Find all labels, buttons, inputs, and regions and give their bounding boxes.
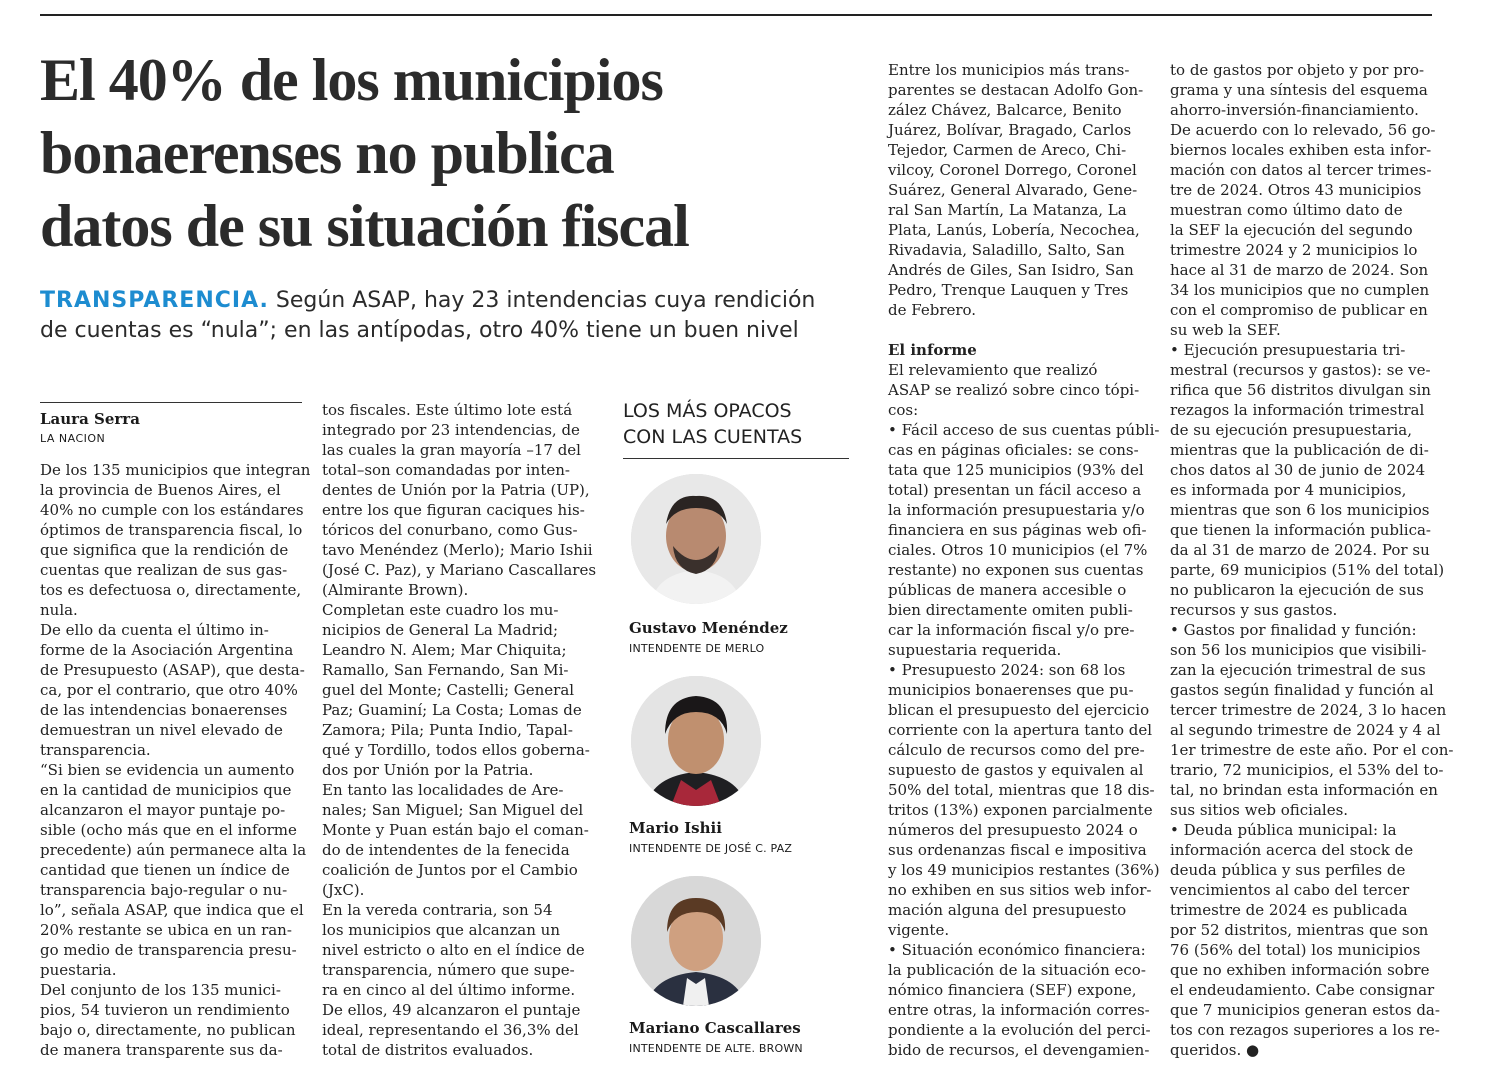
text-line: muestran como último dato de (1170, 201, 1403, 219)
deck-line (40, 286, 870, 316)
portrait-mario-ishii (631, 676, 761, 806)
text-line: ahorro-inversión-financiamiento. (1170, 101, 1419, 119)
text-line: to de gastos por objeto y por pro- (1170, 61, 1425, 79)
text-line: grama y una síntesis del esquema (1170, 81, 1428, 99)
text-line: cálculo de recursos como del pre- (888, 741, 1145, 759)
text-line: por 52 distritos, mientras que son (1170, 921, 1429, 939)
text-line: zan la ejecución trimestral de sus (1170, 661, 1426, 679)
text-line: ra en cinco al del último informe. (322, 981, 576, 999)
text-line: 34 los municipios que no cumplen (1170, 281, 1430, 299)
text-line: trimestre de 2024 es publicada (1170, 901, 1408, 919)
text-line: dentes de Unión por la Patria (UP), (322, 481, 590, 499)
text-line: su web la SEF. (1170, 321, 1281, 339)
text-line: óptimos de transparencia fiscal, lo (40, 521, 303, 539)
text-line: tre de 2024. Otros 43 municipios (1170, 181, 1422, 199)
text-line: sible (ocho más que en el informe (40, 821, 297, 839)
text-line: zález Chávez, Balcarce, Benito (888, 101, 1122, 119)
text-line: 76 (56% del total) los municipios (1170, 941, 1421, 959)
text-line: al segundo trimestre de 2024 y 4 al (1170, 721, 1441, 739)
text-line: entre los que figuran caciques his- (322, 501, 585, 519)
text-line: nivel estricto o alto en el índice de (322, 941, 585, 959)
column-5 (1170, 60, 1454, 1060)
person-role: INTENDENTE DE ALTE. BROWN (629, 1042, 803, 1055)
text-line: total) presentan un fácil acceso a (888, 481, 1142, 499)
text-line: la información presupuestaria y/o (888, 501, 1145, 519)
text-line: Monte y Puan están bajo el coman- (322, 821, 589, 839)
text-line: mación alguna del presupuesto (888, 901, 1127, 919)
text-line: Paz; Guaminí; La Costa; Lomas de (322, 701, 582, 719)
text-line: bido de recursos, el devengamien- (888, 1041, 1150, 1059)
byline-rule (40, 402, 302, 403)
text-line: tóricos del conurbano, como Gus- (322, 521, 578, 539)
top-rule (40, 14, 1432, 16)
text-line: no exhiben en sus sitios web infor- (888, 881, 1152, 899)
text-line: rezagos la información trimestral (1170, 401, 1425, 419)
text-line: En tanto las localidades de Are- (322, 781, 564, 799)
text-line: 1er trimestre de este año. Por el con- (1170, 741, 1454, 759)
column-1 (40, 460, 311, 1060)
sidebar-title-line: CON LAS CUENTAS (623, 426, 803, 448)
text-line: dos por Unión por la Patria. (322, 761, 534, 779)
text-line: 20% restante se ubica en un ran- (40, 921, 292, 939)
text-line: mestral (recursos y gastos): se ve- (1170, 361, 1431, 379)
text-line: nales; San Miguel; San Miguel del (322, 801, 584, 819)
text-line: bien directamente omiten publi- (888, 601, 1133, 619)
text-line: Plata, Lanús, Lobería, Necochea, (888, 221, 1140, 239)
person-name: Mario Ishii (629, 819, 722, 837)
text-line: En la vereda contraria, son 54 (322, 901, 553, 919)
sidebar-rule (623, 458, 849, 459)
text-line: los municipios que alcanzan un (322, 921, 560, 939)
text-line: las cuales la gran mayoría –17 del (322, 441, 581, 459)
text-line: vencimientos al cabo del tercer (1170, 881, 1410, 899)
text-line: gastos según finalidad y función al (1170, 681, 1434, 699)
text-line: nómico financiera (SEF) expone, (888, 981, 1137, 999)
text-line: tata que 125 municipios (93% del (888, 461, 1144, 479)
portrait-gustavo-menendez (631, 474, 761, 604)
text-line: sus ordenanzas fiscal e impositiva (888, 841, 1147, 859)
deck-line: de cuentas es “nula”; en las antípodas, otro 40% tiene un buen nivel (40, 318, 799, 343)
headline-line: bonaerenses no publica (40, 120, 614, 186)
text-line: blican el presupuesto del ejercicio (888, 701, 1150, 719)
text-line: parte, 69 municipios (51% del total) (1170, 561, 1445, 579)
text-line: cantidad que tienen un índice de (40, 861, 290, 879)
text-line: el endeudamiento. Cabe consignar (1170, 981, 1435, 999)
kicker: TRANSPARENCIA. (40, 288, 269, 313)
text-line: transparencia, número que supe- (322, 961, 575, 979)
text-line: cas en páginas oficiales: se cons- (888, 441, 1139, 459)
text-line: en la cantidad de municipios que (40, 781, 292, 799)
person-name: Gustavo Menéndez (629, 619, 788, 637)
text-line: con el compromiso de publicar en (1170, 301, 1428, 319)
text-line: tos con rezagos superiores a los re- (1170, 1021, 1440, 1039)
text-line: Ramallo, San Fernando, San Mi- (322, 661, 569, 679)
text-line: • Ejecución presupuestaria tri- (1170, 341, 1406, 359)
text-line: go medio de transparencia presu- (40, 941, 297, 959)
text-line: de su ejecución presupuestaria, (1170, 421, 1412, 439)
text-line: ca, por el contrario, que otro 40% (40, 681, 298, 699)
text-line: cos: (888, 401, 919, 419)
text-line: do de intendentes de la fenecida (322, 841, 570, 859)
text-line: • Situación económico financiera: (888, 941, 1146, 959)
person-role: INTENDENTE DE MERLO (629, 642, 765, 655)
text-line: total–son comandadas por inten- (322, 461, 570, 479)
text-line: que 7 municipios generan estos da- (1170, 1001, 1440, 1019)
text-line: ideal, representando el 36,3% del (322, 1021, 579, 1039)
text-line: demuestran un nivel elevado de (40, 721, 283, 739)
column-4 (888, 60, 1160, 1060)
deck (40, 286, 870, 346)
text-line: 50% del total, mientras que 18 dis- (888, 781, 1155, 799)
text-line: Rivadavia, Saladillo, Salto, San (888, 241, 1125, 259)
text-line: Completan este cuadro los mu- (322, 601, 559, 619)
text-line: tercer trimestre de 2024, 3 lo hacen (1170, 701, 1447, 719)
outlet-name: LA NACION (40, 432, 106, 445)
column-2 (322, 400, 597, 1060)
headline-line: El 40% de los municipios (40, 47, 663, 113)
headline (40, 44, 870, 263)
deck-text: Según ASAP, hay 23 intendencias cuya rendición (268, 288, 816, 313)
text-line: ASAP se realizó sobre cinco tópi- (888, 381, 1140, 399)
text-line: El relevamiento que realizó (888, 361, 1098, 379)
text-line: rifica que 56 distritos divulgan sin (1170, 381, 1431, 399)
text-line: 40% no cumple con los estándares (40, 501, 304, 519)
author-name: Laura Serra (40, 410, 140, 428)
text-line: tal, no brindan esta información en (1170, 781, 1438, 799)
text-line: entre otras, la información corres- (888, 1001, 1150, 1019)
text-line: • Fácil acceso de sus cuentas públi- (888, 421, 1160, 439)
text-line: la provincia de Buenos Aires, el (40, 481, 281, 499)
text-line: queridos. ● (1170, 1041, 1260, 1059)
text-line: da al 31 de marzo de 2024. Por su (1170, 541, 1430, 559)
text-line: • Gastos por finalidad y función: (1170, 621, 1417, 639)
text-line: tos es defectuosa o, directamente, (40, 581, 302, 599)
text-line: públicas de manera accesible o (888, 581, 1127, 599)
text-line: información acerca del stock de (1170, 841, 1414, 859)
text-line: (Almirante Brown). (322, 581, 469, 599)
text-line: alcanzaron el mayor puntaje po- (40, 801, 286, 819)
text-line: lo”, señala ASAP, que indica que el (40, 901, 304, 919)
text-line: corriente con la apertura tanto del (888, 721, 1153, 739)
text-line: tavo Menéndez (Merlo); Mario Ishii (322, 541, 593, 559)
text-line: De ellos, 49 alcanzaron el puntaje (322, 1001, 581, 1019)
text-line: ciales. Otros 10 municipios (el 7% (888, 541, 1148, 559)
text-line: restante) no exponen sus cuentas (888, 561, 1144, 579)
text-line: supuestaria requerida. (888, 641, 1062, 659)
text-line: pondiente a la evolución del perci- (888, 1021, 1151, 1039)
text-line: ral San Martín, La Matanza, La (888, 201, 1127, 219)
text-line: hace al 31 de marzo de 2024. Son (1170, 261, 1429, 279)
text-line: De ello da cuenta el último in- (40, 621, 269, 639)
text-line: El informe (888, 341, 977, 359)
text-line: Suárez, General Alvarado, Gene- (888, 181, 1138, 199)
text-line: Del conjunto de los 135 munici- (40, 981, 281, 999)
text-line: • Deuda pública municipal: la (1170, 821, 1397, 839)
text-line: Entre los municipios más trans- (888, 61, 1130, 79)
text-line: y los 49 municipios restantes (36%) (888, 861, 1160, 879)
text-line: Pedro, Trenque Lauquen y Tres (888, 281, 1129, 299)
text-line: qué y Tordillo, todos ellos goberna- (322, 741, 590, 759)
text-line: sus sitios web oficiales. (1170, 801, 1349, 819)
text-line: (José C. Paz), y Mariano Cascallares (322, 561, 597, 579)
text-line: integrado por 23 intendencias, de (322, 421, 580, 439)
headline-line: datos de su situación fiscal (40, 193, 689, 259)
text-line (888, 320, 1152, 340)
text-line: total de distritos evaluados. (322, 1041, 534, 1059)
text-line: (JxC). (322, 881, 365, 899)
text-line: son 56 los municipios que visibili- (1170, 641, 1427, 659)
text-line: vigente. (888, 921, 950, 939)
text-line: mientras que son 6 los municipios (1170, 501, 1430, 519)
text-line: es informada por 4 municipios, (1170, 481, 1407, 499)
person-role: INTENDENTE DE JOSÉ C. PAZ (629, 842, 793, 855)
text-line: transparencia bajo-regular o nu- (40, 881, 288, 899)
text-line: Juárez, Bolívar, Bragado, Carlos (888, 121, 1132, 139)
text-line: chos datos al 30 de junio de 2024 (1170, 461, 1426, 479)
text-line: • Presupuesto 2024: son 68 los (888, 661, 1126, 679)
text-line: De los 135 municipios que integran (40, 461, 311, 479)
text-line: números del presupuesto 2024 o (888, 821, 1138, 839)
text-line: car la información fiscal y/o pre- (888, 621, 1135, 639)
text-line: no publicaron la ejecución de sus (1170, 581, 1424, 599)
text-line: vilcoy, Coronel Dorrego, Coronel (888, 161, 1137, 179)
text-line: precedente) aún permanece alta la (40, 841, 307, 859)
text-line: pios, 54 tuvieron un rendimiento (40, 1001, 290, 1019)
sidebar-title-line: LOS MÁS OPACOS (623, 400, 792, 422)
text-line: tos fiscales. Este último lote está (322, 401, 573, 419)
text-line: forme de la Asociación Argentina (40, 641, 294, 659)
text-line: nicipios de General La Madrid; (322, 621, 559, 639)
text-line: “Si bien se evidencia un aumento (40, 761, 295, 779)
text-line: coalición de Juntos por el Cambio (322, 861, 578, 879)
text-line: Zamora; Pila; Punta Indio, Tapal- (322, 721, 573, 739)
text-line: trimestre 2024 y 2 municipios lo (1170, 241, 1418, 259)
text-line: bajo o, directamente, no publican (40, 1021, 296, 1039)
text-line: supuesto de gastos y equivalen al (888, 761, 1144, 779)
text-line: recursos y sus gastos. (1170, 601, 1338, 619)
sidebar-title (623, 398, 853, 450)
text-line: la publicación de la situación eco- (888, 961, 1146, 979)
text-line: puestaria. (40, 961, 117, 979)
text-line: tritos (13%) exponen parcialmente (888, 801, 1153, 819)
text-line: Andrés de Giles, San Isidro, San (888, 261, 1134, 279)
text-line: de las intendencias bonaerenses (40, 701, 288, 719)
text-line: la SEF la ejecución del segundo (1170, 221, 1413, 239)
text-line: transparencia. (40, 741, 151, 759)
text-line: trario, 72 municipios, el 53% del to- (1170, 761, 1444, 779)
text-line: que no exhiben información sobre (1170, 961, 1430, 979)
portrait-mariano-cascallares (631, 876, 761, 1006)
text-line: Tejedor, Carmen de Areco, Chi- (888, 141, 1127, 159)
text-line: deuda pública y sus perfiles de (1170, 861, 1406, 879)
text-line: parentes se destacan Adolfo Gon- (888, 81, 1144, 99)
text-line: nula. (40, 601, 78, 619)
person-name: Mariano Cascallares (629, 1019, 801, 1037)
text-line: Leandro N. Alem; Mar Chiquita; (322, 641, 567, 659)
text-line: que significa que la rendición de (40, 541, 289, 559)
text-line: guel del Monte; Castelli; General (322, 681, 575, 699)
text-line: de Febrero. (888, 301, 977, 319)
text-line: mientras que la publicación de di- (1170, 441, 1429, 459)
text-line: que tienen la información publica- (1170, 521, 1431, 539)
text-line: mación con datos al tercer trimes- (1170, 161, 1432, 179)
text-line: cuentas que realizan de sus gas- (40, 561, 288, 579)
text-line: De acuerdo con lo relevado, 56 go- (1170, 121, 1436, 139)
text-line: municipios bonaerenses que pu- (888, 681, 1134, 699)
text-line: financiera en sus páginas web ofi- (888, 521, 1147, 539)
text-line: de manera transparente sus da- (40, 1041, 283, 1059)
text-line: de Presupuesto (ASAP), que desta- (40, 661, 305, 679)
text-line: biernos locales exhiben esta infor- (1170, 141, 1432, 159)
